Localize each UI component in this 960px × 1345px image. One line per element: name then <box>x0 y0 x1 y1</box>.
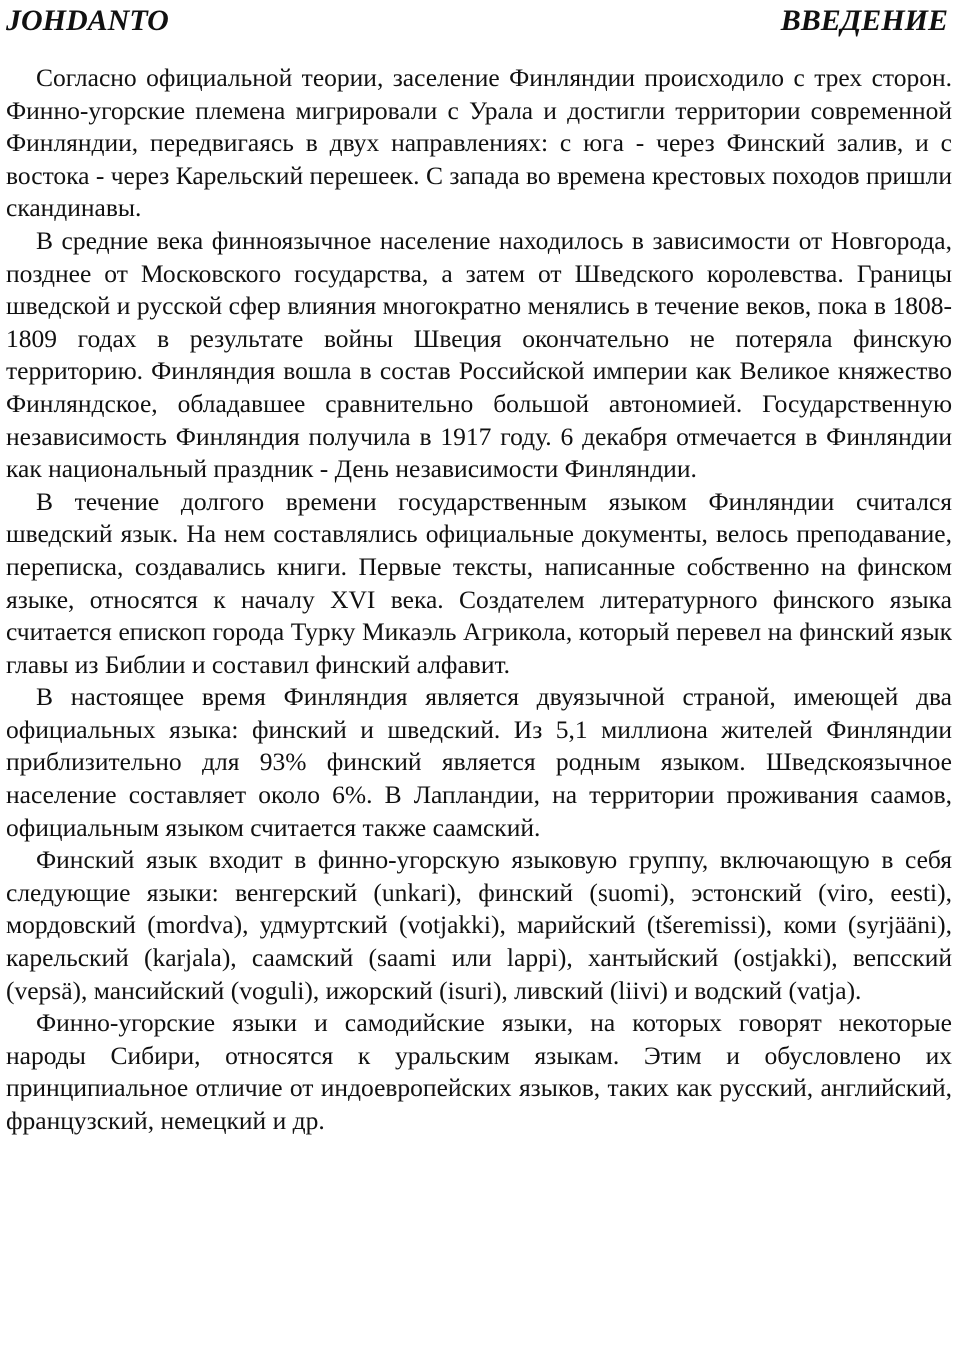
paragraph-state-language: В течение долгого времени государственным языком Финляндии считался шведский язык. На нем составлялись официальные документы, велось преподавание, переписка, создавались книги. Первые тексты, написанные собственно на финском языке, относятся к началу XVI века. Создателем литературного финского языка считается епископ города Турку Микаэль Агрикола, который перевел на финский язык главы из Библии и составил финский алфавит. <box>6 486 952 679</box>
header-title-finnish: JOHDANTO <box>6 4 169 37</box>
paragraph-bilingual: В настоящее время Финляндия является двуязычной страной, имеющей два официальных языка: финский и шведский. Из 5,1 миллиона жителей Финляндии приблизительно для 93% финский является родным языком. Шведскоязычное население составляет около 6%. В Лапландии, на территории проживания саамов, официальным языком считается также саамский. <box>6 682 952 842</box>
paragraph-uralic: Финно-угорские языки и самодийские языки, на которых говорят некоторые народы Сибири, относятся к уральским языкам. Этим и обусловлено их принципиальное отличие от индоевропейских языков, таких как русский, английский, французский, немецкий и др. <box>6 1008 952 1135</box>
running-header <box>6 2 954 44</box>
book-page <box>6 0 954 1345</box>
introduction-text <box>6 62 952 1138</box>
paragraph-history: В средние века финноязычное население находилось в зависимости от Новгорода, позднее от Московского государства, а затем от Шведского королевства. Границы шведской и русской сфер влияния многократно менялись в течение веков, пока в 1808-1809 годах в результате войны Швеция окончательно не потеряла финскую территорию. Финляндия вошла в состав Российской империи как Великое княжество Финляндское, обладавшее сравнительно большой автономией. Государственную независимость Финляндия получила в 1917 году. 6 декабря отмечается в Финляндии как национальный праздник - День независимости Финляндии. <box>6 225 952 484</box>
paragraph-settlement: Согласно официальной теории, заселение Финляндии происходило с трех сторон. Финно-угорские племена мигрировали с Урала и достигли территории современной Финляндии, передвигаясь в двух направлениях: с юга - через Финский залив, и с востока - через Карельский перешеек. С запада во времена крестовых походов пришли скандинавы. <box>6 63 952 223</box>
header-title-russian: ВВЕДЕНИЕ <box>780 4 948 37</box>
paragraph-language-group: Финский язык входит в финно-угорскую языковую группу, включающую в себя следующие языки: венгерский (unkari), финский (suomi), эстонский (viro, eesti), мордовский (mordva), удмуртский (votjakki), марийский (tšeremissi), коми (syrjääni), карельский (karjala), саамский (saami или lappi), хантыйский (ostjakki), вепсский (vepsä), мансийский (voguli), ижорский (isuri), ливский (liivi) и водский (vatja). <box>6 845 952 1005</box>
